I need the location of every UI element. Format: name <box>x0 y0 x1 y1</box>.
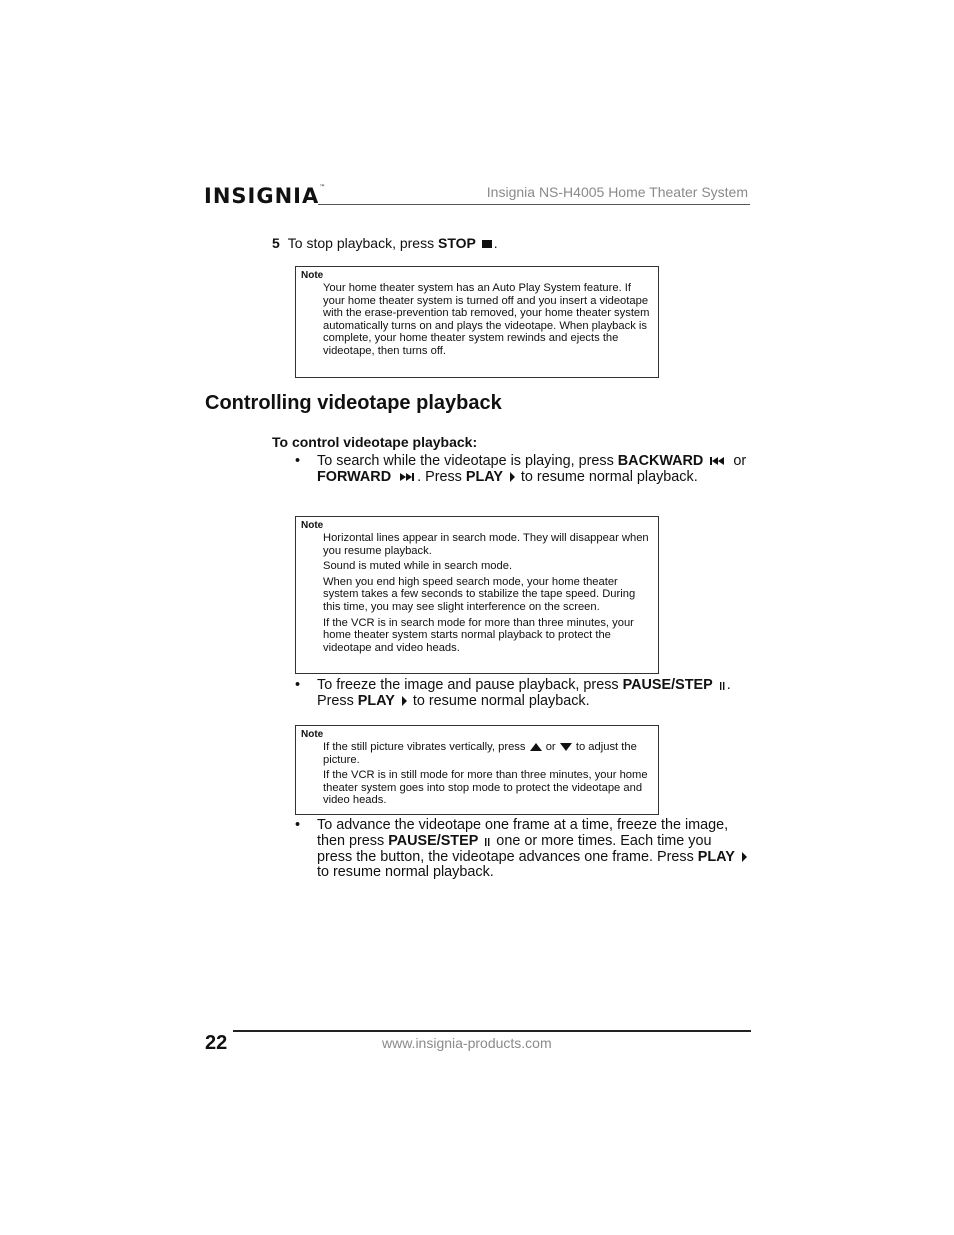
bullet-search: • To search while the videotape is playing, press BACKWARD or FORWARD . Press PLAY to resume normal playback. <box>295 453 747 485</box>
footer-rule <box>233 1030 751 1032</box>
note-item: If the still picture vibrates vertically, press or to adjust the picture. <box>323 741 637 766</box>
note-text: Your home theater system has an Auto Play System feature. If your home theater system is turned off and you insert a videotape with the erase-prevention tab removed, your home theater system automatically turns on and plays the videotape. When playback is complete, your home theater system rewinds and ejects the videotape, then turns off. <box>323 282 650 357</box>
bullet-dot: • <box>295 453 301 469</box>
procedure-heading: To control videotape playback: <box>272 434 478 450</box>
footer-url[interactable]: www.insignia-products.com <box>382 1035 552 1051</box>
bullet-freeze: • To freeze the image and pause playback, press PAUSE/STEP . Press PLAY to resume normal playback. <box>295 677 731 709</box>
section-heading: Controlling videotape playback <box>205 392 502 414</box>
note-label: Note <box>301 729 324 740</box>
note-item: When you end high speed search mode, your home theater system takes a few seconds to stabilize the tape speed. During this time, you may see slight interference on the screen. <box>323 575 636 613</box>
play-icon <box>739 851 749 863</box>
note-item: Sound is muted while in search mode. <box>323 560 513 573</box>
up-arrow-icon <box>529 742 543 752</box>
note-label: Note <box>301 520 324 531</box>
note-item: If the VCR is in still mode for more than three minutes, your home theater system goes into stop mode to protect the videotape and video heads. <box>323 769 648 807</box>
page-number: 22 <box>205 1032 228 1054</box>
down-arrow-icon <box>559 742 573 752</box>
play-icon <box>399 695 409 707</box>
bullet-dot: • <box>295 817 301 833</box>
note-box-search-mode <box>295 516 659 674</box>
stop-icon <box>480 239 494 249</box>
play-icon <box>507 471 517 483</box>
step-5: 5 To stop playback, press STOP . <box>272 235 498 251</box>
pause-icon <box>717 679 727 691</box>
bullet-frame-advance: • To advance the videotape one frame at a time, freeze the image, then press PAUSE/STEP one or more times. Each time you press the button, the videotape advances one frame. Press PLAY to resume normal playback. <box>295 818 750 881</box>
backward-icon <box>707 456 729 466</box>
note-item: If the VCR is in search mode for more than three minutes, your home theater system starts normal playback to protect the videotape and video heads. <box>323 616 634 654</box>
header-rule <box>318 204 750 205</box>
note-item: Horizontal lines appear in search mode. They will disappear when you resume playback. <box>323 532 649 557</box>
pause-icon <box>482 835 492 847</box>
bullet-dot: • <box>295 677 301 693</box>
document-title: Insignia NS-H4005 Home Theater System <box>486 184 748 200</box>
note-box-still-mode <box>295 725 659 815</box>
insignia-logo: INSIGNIA™ <box>204 184 327 208</box>
forward-icon <box>395 472 417 482</box>
note-box-auto-play <box>295 266 659 378</box>
note-label: Note <box>301 270 324 281</box>
step-number: 5 <box>272 235 280 251</box>
